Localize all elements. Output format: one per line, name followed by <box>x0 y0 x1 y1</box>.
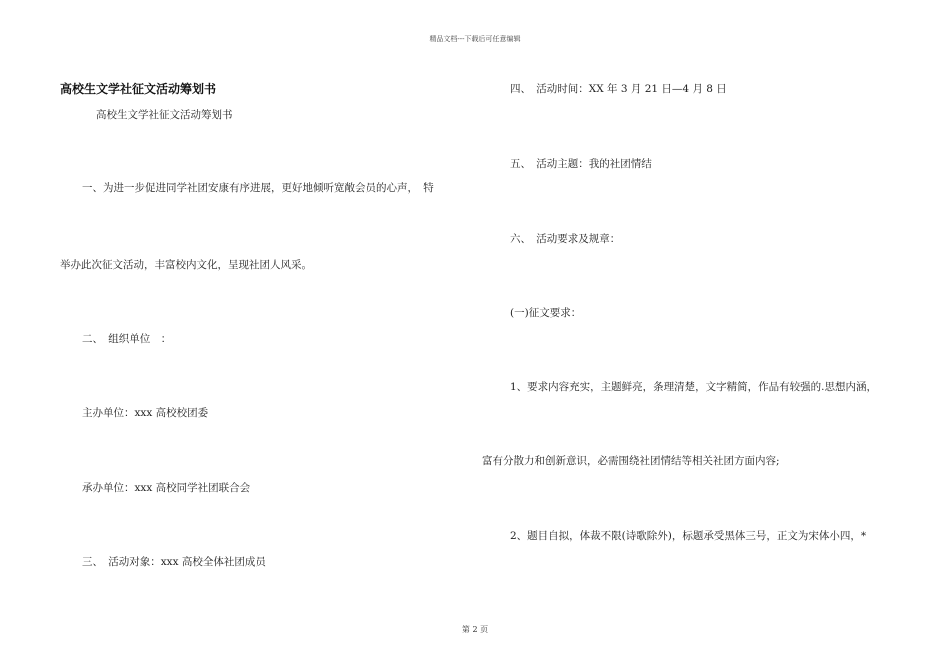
document-subtitle: 高校生文学社征文活动筹划书 <box>96 109 233 121</box>
section-6-heading: 六、 活动要求及规章： <box>510 233 621 245</box>
page-number: 第 2 页 <box>461 625 489 634</box>
requirement-1: 1、要求内容充实，主题鲜亮，条理清楚，文字精简，作品有较强的.思想内涵， <box>510 381 878 393</box>
requirement-1-continued: 富有分散力和创新意识，必需围绕社团情结等相关社团方面内容; <box>482 455 780 467</box>
section-3-text: 三、 活动对象：xxx 高校全体社团成员 <box>82 556 266 568</box>
section-1-text-continued: 举办此次征文活动，丰富校内文化，呈现社团人风采。 <box>60 259 312 271</box>
page-header: 精品文档---下载后可任意编辑 <box>429 35 521 43</box>
section-5-text: 五、 活动主题：我的社团情结 <box>510 158 652 170</box>
section-1-text: 一、为进一步促进同学社团安康有序进展，更好地倾听宽敞会员的心声， 特 <box>82 182 434 194</box>
essay-requirements-heading: (一)征文要求： <box>510 307 582 319</box>
document-title: 高校生文学社征文活动筹划书 <box>60 82 217 96</box>
co-organizer: 承办单位：xxx 高校同学社团联合会 <box>82 482 251 494</box>
section-2-heading: 二、 组织单位 ： <box>82 333 172 345</box>
section-4-text: 四、 活动时间：XX 年 3 月 21 日—4 月 8 日 <box>510 83 727 95</box>
requirement-2: 2、题目自拟，体裁不限(诗歌除外)，标题承受黑体三号，正文为宋体小四，* <box>510 530 867 542</box>
host-organizer: 主办单位：xxx 高校校团委 <box>82 407 209 419</box>
